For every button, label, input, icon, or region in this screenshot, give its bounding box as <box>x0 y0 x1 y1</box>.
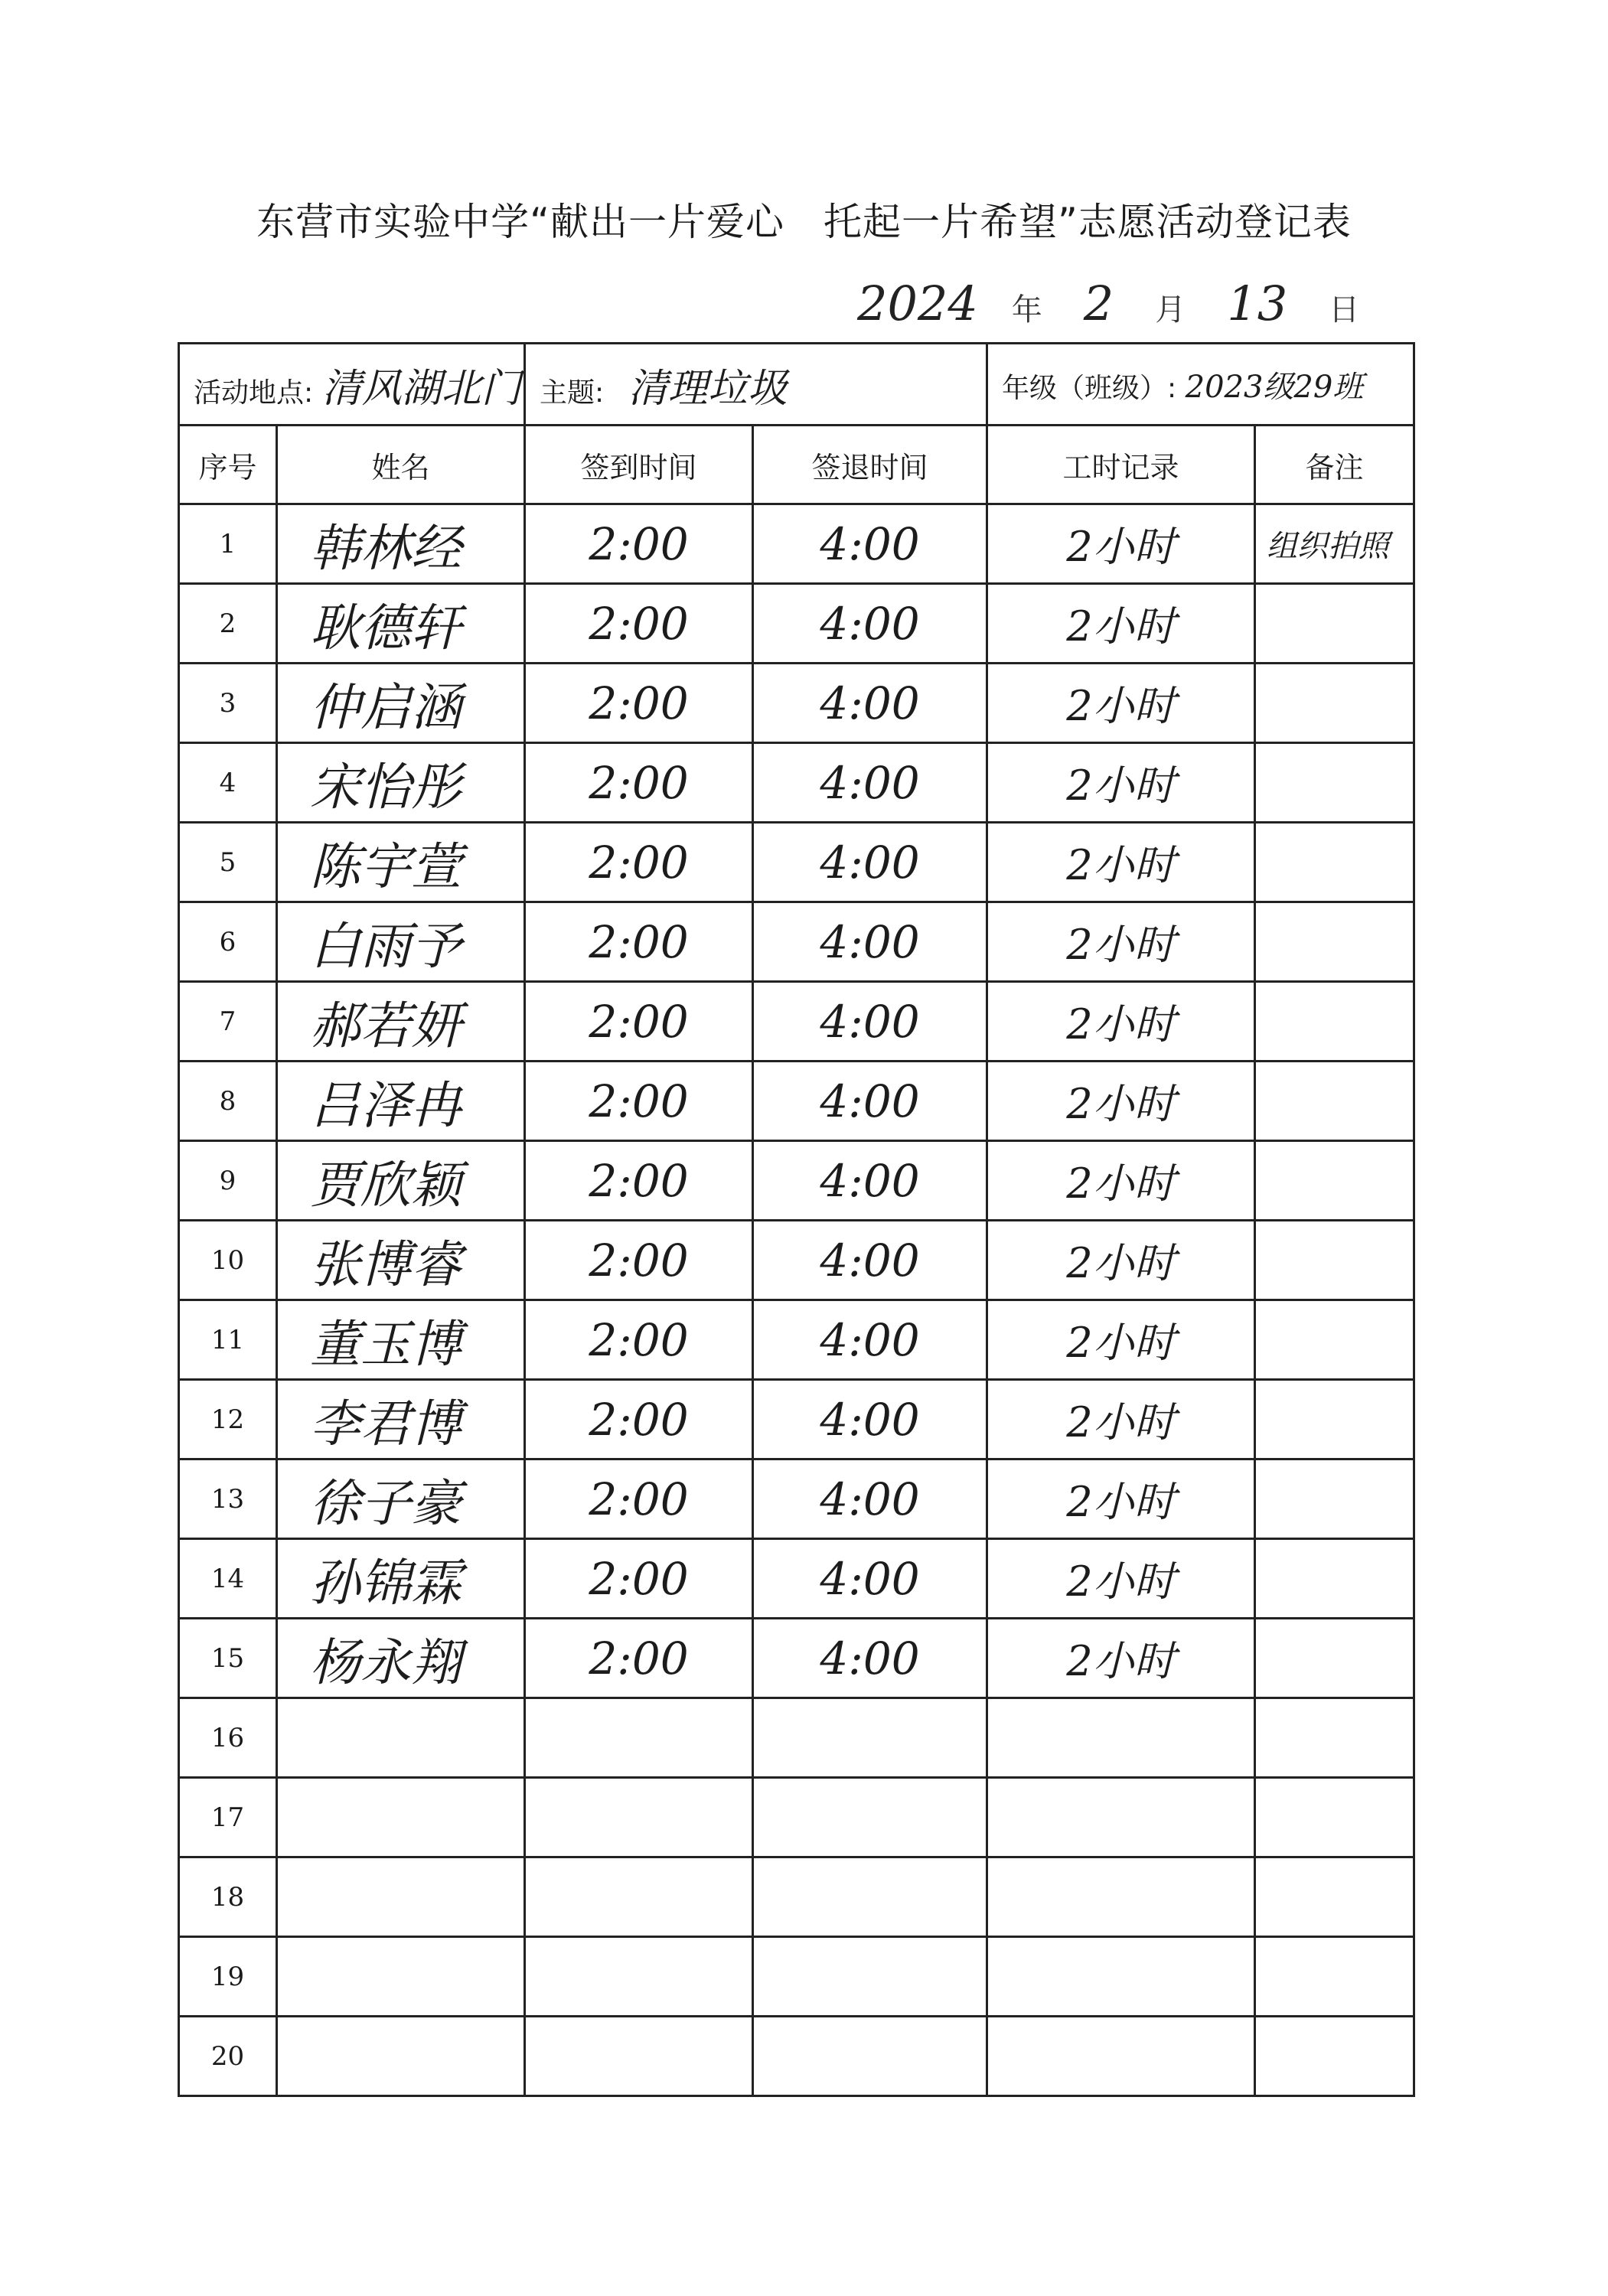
row-sign-in: 2:00 <box>525 1380 753 1459</box>
date-day-unit: 日 <box>1329 292 1360 328</box>
row-note <box>1255 1380 1414 1459</box>
row-sign-out <box>753 1937 987 2017</box>
row-sign-out: 4:00 <box>753 1300 987 1380</box>
row-sign-out: 4:00 <box>753 1141 987 1221</box>
row-hours: 2小时 <box>987 902 1255 982</box>
row-sign-out: 4:00 <box>753 982 987 1062</box>
row-sign-out: 4:00 <box>753 504 987 584</box>
row-sign-in: 2:00 <box>525 584 753 664</box>
table-row <box>179 1857 1414 1937</box>
row-index: 3 <box>179 664 277 743</box>
location-label: 活动地点: <box>194 377 314 409</box>
row-note <box>1255 664 1414 743</box>
table-row <box>179 504 1414 584</box>
row-hours <box>987 1857 1255 1937</box>
table-row <box>179 1778 1414 1857</box>
date-line <box>857 276 1359 331</box>
row-hours <box>987 1937 1255 2017</box>
row-index: 4 <box>179 743 277 823</box>
row-sign-out <box>753 2017 987 2096</box>
row-name <box>277 1698 525 1778</box>
row-name: 徐子豪 <box>277 1459 525 1539</box>
row-note <box>1255 1778 1414 1857</box>
row-note: 组织拍照 <box>1255 504 1414 584</box>
row-name: 李君博 <box>277 1380 525 1459</box>
theme-cell <box>525 344 987 426</box>
row-note <box>1255 1221 1414 1300</box>
table-row <box>179 1300 1414 1380</box>
row-sign-out <box>753 1778 987 1857</box>
row-name: 吕泽冉 <box>277 1062 525 1141</box>
location-value: 清风湖北门 <box>321 365 521 412</box>
row-hours: 2小时 <box>987 1619 1255 1698</box>
row-name: 贾欣颖 <box>277 1141 525 1221</box>
header-sign-out: 签退时间 <box>753 426 987 504</box>
row-name: 陈宇萱 <box>277 823 525 902</box>
row-sign-out <box>753 1857 987 1937</box>
row-sign-out: 4:00 <box>753 1380 987 1459</box>
row-note <box>1255 2017 1414 2096</box>
row-sign-out: 4:00 <box>753 1619 987 1698</box>
row-name: 宋怡彤 <box>277 743 525 823</box>
date-day: 13 <box>1227 276 1288 331</box>
row-index: 19 <box>179 1937 277 2017</box>
row-index: 20 <box>179 2017 277 2096</box>
table-row <box>179 1619 1414 1698</box>
table-row <box>179 1459 1414 1539</box>
row-index: 16 <box>179 1698 277 1778</box>
location-cell <box>179 344 525 426</box>
row-sign-in: 2:00 <box>525 1539 753 1619</box>
row-sign-out <box>753 1698 987 1778</box>
table-row <box>179 664 1414 743</box>
row-note <box>1255 902 1414 982</box>
grade-value: 2023级29班 <box>1185 369 1364 405</box>
row-note <box>1255 584 1414 664</box>
row-index: 18 <box>179 1857 277 1937</box>
row-hours: 2小时 <box>987 1300 1255 1380</box>
row-sign-in <box>525 1698 753 1778</box>
row-name <box>277 1857 525 1937</box>
row-sign-in: 2:00 <box>525 1619 753 1698</box>
row-name: 张博睿 <box>277 1221 525 1300</box>
row-index: 10 <box>179 1221 277 1300</box>
row-name: 杨永翔 <box>277 1619 525 1698</box>
table-row <box>179 1698 1414 1778</box>
row-sign-in: 2:00 <box>525 1459 753 1539</box>
row-index: 5 <box>179 823 277 902</box>
row-hours: 2小时 <box>987 664 1255 743</box>
row-hours <box>987 1778 1255 1857</box>
row-sign-in <box>525 1778 753 1857</box>
row-index: 7 <box>179 982 277 1062</box>
table-row <box>179 1141 1414 1221</box>
row-hours: 2小时 <box>987 1539 1255 1619</box>
row-sign-in: 2:00 <box>525 743 753 823</box>
row-sign-in: 2:00 <box>525 902 753 982</box>
row-index: 17 <box>179 1778 277 1857</box>
row-note <box>1255 1698 1414 1778</box>
date-month: 2 <box>1083 276 1114 331</box>
row-index: 14 <box>179 1539 277 1619</box>
row-hours: 2小时 <box>987 1459 1255 1539</box>
row-sign-out: 4:00 <box>753 664 987 743</box>
date-year: 2024 <box>857 276 978 331</box>
row-name: 董玉博 <box>277 1300 525 1380</box>
row-name: 白雨予 <box>277 902 525 982</box>
row-note <box>1255 1300 1414 1380</box>
row-hours <box>987 1698 1255 1778</box>
row-name: 耿德轩 <box>277 584 525 664</box>
row-note <box>1255 1857 1414 1937</box>
row-name: 郝若妍 <box>277 982 525 1062</box>
row-note <box>1255 823 1414 902</box>
row-hours: 2小时 <box>987 1062 1255 1141</box>
table-row <box>179 823 1414 902</box>
row-sign-out: 4:00 <box>753 1062 987 1141</box>
table-row <box>179 1937 1414 2017</box>
info-row <box>179 344 1414 426</box>
row-hours <box>987 2017 1255 2096</box>
row-sign-in <box>525 1857 753 1937</box>
date-year-unit: 年 <box>1011 292 1042 328</box>
row-index: 6 <box>179 902 277 982</box>
row-sign-out: 4:00 <box>753 1221 987 1300</box>
table-row <box>179 1221 1414 1300</box>
row-note <box>1255 1539 1414 1619</box>
row-note <box>1255 1141 1414 1221</box>
row-index: 2 <box>179 584 277 664</box>
header-sign-in: 签到时间 <box>525 426 753 504</box>
header-row <box>179 426 1414 504</box>
row-sign-out: 4:00 <box>753 743 987 823</box>
row-name <box>277 1937 525 2017</box>
header-index: 序号 <box>179 426 277 504</box>
row-sign-in: 2:00 <box>525 664 753 743</box>
row-hours: 2小时 <box>987 743 1255 823</box>
row-note <box>1255 1062 1414 1141</box>
page-title: 东营市实验中学“献出一片爱心 托起一片希望”志愿活动登记表 <box>256 200 1352 244</box>
table-row <box>179 982 1414 1062</box>
row-index: 15 <box>179 1619 277 1698</box>
row-hours: 2小时 <box>987 504 1255 584</box>
row-index: 13 <box>179 1459 277 1539</box>
row-name <box>277 2017 525 2096</box>
row-hours: 2小时 <box>987 584 1255 664</box>
row-index: 8 <box>179 1062 277 1141</box>
row-sign-in: 2:00 <box>525 1300 753 1380</box>
row-index: 1 <box>179 504 277 584</box>
theme-value: 清理垃圾 <box>628 365 788 412</box>
row-sign-in: 2:00 <box>525 982 753 1062</box>
registration-table <box>178 342 1415 2097</box>
row-note <box>1255 1937 1414 2017</box>
row-hours: 2小时 <box>987 823 1255 902</box>
table-body <box>179 504 1414 2096</box>
table-row <box>179 1380 1414 1459</box>
row-sign-out: 4:00 <box>753 584 987 664</box>
grade-label: 年级（班级）: <box>1002 372 1177 404</box>
table-row <box>179 902 1414 982</box>
row-hours: 2小时 <box>987 1141 1255 1221</box>
row-name: 韩林经 <box>277 504 525 584</box>
row-name: 仲启涵 <box>277 664 525 743</box>
row-sign-out: 4:00 <box>753 1539 987 1619</box>
row-hours: 2小时 <box>987 1221 1255 1300</box>
row-index: 9 <box>179 1141 277 1221</box>
row-hours: 2小时 <box>987 1380 1255 1459</box>
row-index: 11 <box>179 1300 277 1380</box>
header-note: 备注 <box>1255 426 1414 504</box>
row-sign-out: 4:00 <box>753 823 987 902</box>
row-sign-in: 2:00 <box>525 1141 753 1221</box>
header-hours: 工时记录 <box>987 426 1255 504</box>
theme-label: 主题: <box>540 377 605 409</box>
row-note <box>1255 982 1414 1062</box>
table-row <box>179 1062 1414 1141</box>
row-note <box>1255 1459 1414 1539</box>
row-name <box>277 1778 525 1857</box>
row-note <box>1255 743 1414 823</box>
row-sign-in: 2:00 <box>525 823 753 902</box>
row-index: 12 <box>179 1380 277 1459</box>
row-note <box>1255 1619 1414 1698</box>
row-name: 孙锦霖 <box>277 1539 525 1619</box>
header-name: 姓名 <box>277 426 525 504</box>
row-hours: 2小时 <box>987 982 1255 1062</box>
row-sign-in: 2:00 <box>525 1062 753 1141</box>
grade-cell <box>987 344 1414 426</box>
row-sign-in <box>525 2017 753 2096</box>
table-row <box>179 2017 1414 2096</box>
date-month-unit: 月 <box>1155 292 1186 328</box>
row-sign-out: 4:00 <box>753 902 987 982</box>
row-sign-in <box>525 1937 753 2017</box>
row-sign-in: 2:00 <box>525 504 753 584</box>
row-sign-in: 2:00 <box>525 1221 753 1300</box>
table-row <box>179 743 1414 823</box>
table-row <box>179 1539 1414 1619</box>
table-row <box>179 584 1414 664</box>
row-sign-out: 4:00 <box>753 1459 987 1539</box>
